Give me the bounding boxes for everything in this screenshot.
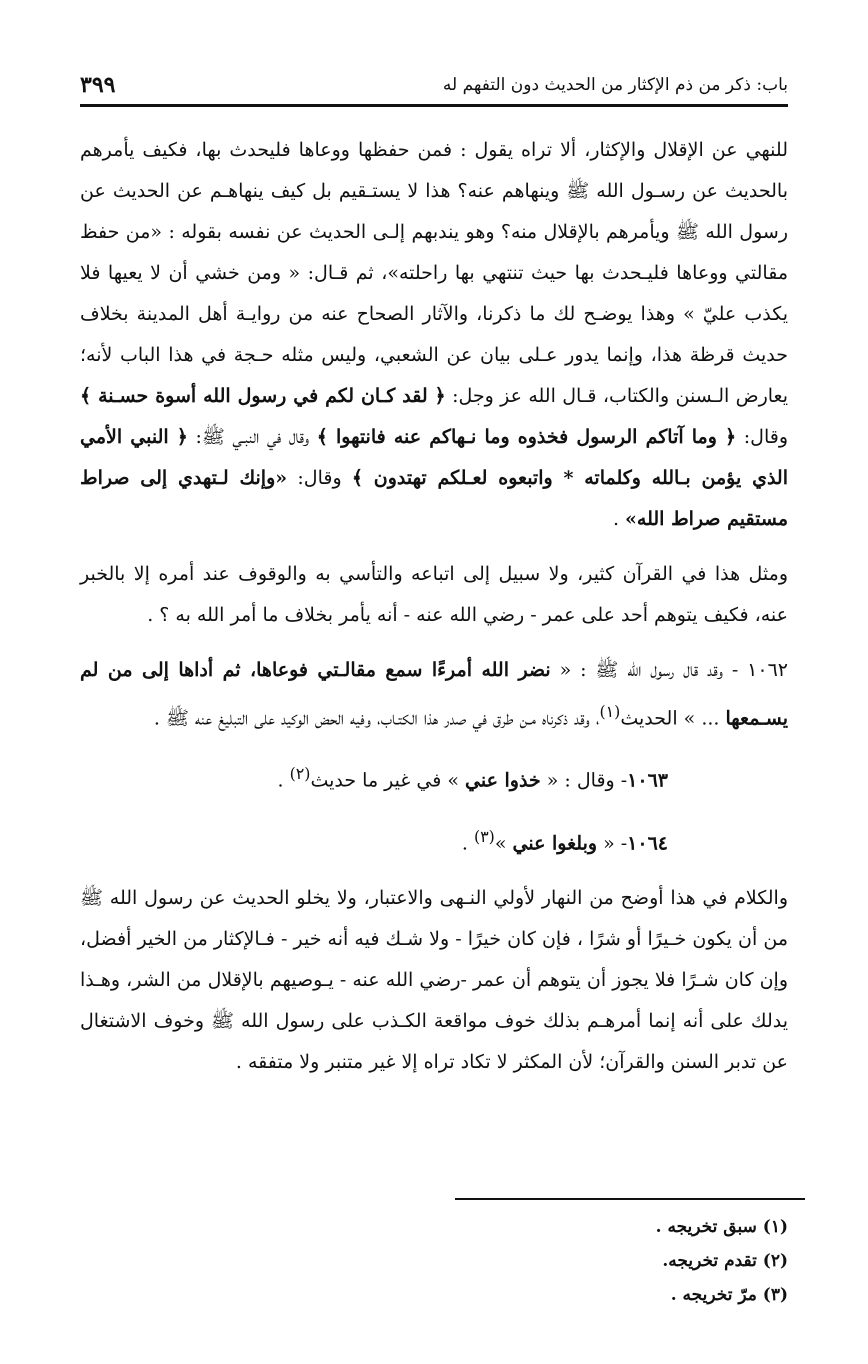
hadith-number: ١٠٦٤ [627, 831, 668, 854]
hadith-text: خذوا عني [465, 769, 541, 792]
text-span: » [494, 831, 513, 854]
page-number: ٣٩٩ [80, 72, 116, 98]
text-span: ، وقد ذكرناه مـن طرق في صدر هذا الكتـاب، وفيه الحض الوكيد على التبليغ عنه ﷺ . [153, 707, 600, 730]
footnote-ref: (٢) [289, 764, 311, 784]
footnote-rule [455, 1198, 805, 1200]
paragraph-final: والكلام في هذا أوضح من النهار لأولي النـهى والاعتبار، ولا يخلو الحديث عن رسول الله ﷺ من أن يكون خـيرًا أو شرًا ، فإن كان خيرًا - ولا شـك فيه أنه خير - فـالإكثار من الخير أفضل، وإن كان شـرًا فلا يجوز أن يتوهم أن عمر -رضي الله عنه - يـوصيهم بالإقلال من الشر، وهـذا يدلك على أنه إنما أمرهـم بذلك خوف مواقعة الكـذب على رسول الله ﷺ وخوف الاشتغال عن تدبر السنن والقرآن؛ لأن المكثر لا تكاد تراه إلا غير متنبر ولا متفقه . [80, 886, 788, 1073]
paragraph-1 [80, 130, 788, 540]
quran-quote: ﴿ النبي الأمي الذي يؤمن بـالله وكلماته * واتبعوه لعـلكم تهتدون ﴾ [80, 426, 788, 489]
text-span: وقال: [736, 426, 789, 448]
text-span: . [277, 769, 290, 792]
footnote: (١) سبق تخريجه . [655, 1217, 788, 1237]
text-span: » في غير ما حديث [310, 769, 465, 792]
hadith-text: وبلغوا عني [512, 831, 598, 854]
footnotes [80, 1210, 788, 1312]
page-header [80, 72, 788, 98]
hadith-text: نضر الله أمرءًا سمع مقالـتي فوعاها، ثم أداها إلى من لم يسـمعها [80, 659, 788, 730]
text-span: ... » الحديث [620, 707, 726, 730]
main-text [80, 130, 788, 1083]
quran-quote: «وإنك لـتهدي إلى صراط مستقيم صراط الله» [80, 467, 788, 530]
hadith-1062 [80, 650, 788, 739]
chapter-title: باب: ذكر من ذم الإكثار من الحديث دون التفهم له [442, 75, 788, 95]
quran-quote: ﴿ لقد كـان لكم في رسول الله أسوة حسـنة ﴾ [80, 385, 446, 407]
footnote-ref: (١) [599, 702, 621, 721]
quran-quote: ﴿ وما آتاكم الرسول فخذوه وما نـهاكم عنه فانتهوا ﴾ [316, 426, 737, 448]
text-span: - « [597, 831, 628, 854]
footnote: (٢) تقدم تخريجه. [662, 1251, 788, 1271]
text-span: - وقال : « [540, 769, 628, 792]
text-span: وقال في النبـي ﷺ: [187, 426, 317, 448]
text-span: وقد قال رسول الله ﷺ : « [550, 659, 723, 681]
text-span: . [461, 831, 474, 854]
text-span: . [612, 508, 626, 530]
hadith-1063 [80, 753, 788, 801]
hadith-1064 [80, 816, 788, 864]
hadith-number: ١٠٦٣ [627, 769, 668, 792]
hadith-number: ١٠٦٢ - [722, 659, 788, 681]
paragraph-2: ومثل هذا في القرآن كثير، ولا سبيل إلى اتباعه والتأسي به والوقوف عند أمره إلا بالخبر عنه، فكيف يتوهم أحد على عمر - رضي الله عنه - أنه يأمر بخلاف ما أمر الله به ؟ . [80, 563, 788, 626]
footnote-ref: (٣) [473, 826, 495, 846]
text-span: للنهي عن الإقلال والإكثار، ألا تراه يقول : فمن حفظها ووعاها فليحدث بها، فكيف يأمرهم بالحديث عن رسـول الله ﷺ وينهاهم عنه؟ هذا لا يستـقيم بل كيف ينهاهـم عن الحديث عن رسول الله ﷺ ويأمرهم بالإقلال منه؟ وهو يندبهم إلـى الحديث عن نفسه بقوله : «من حفظ مقالتي ووعاها فليـحدث بها حيث تنتهي بها راحلته»، ثم قـال: « ومن خشي أن لا يعيها فلا يكذب عليّ » وهذا يوضـح لك ما ذكرنا، والآثار الصحاح عنه من روايـة أهل المدينة بخلاف حديث قرظة هذا، وإنما يدور عـلى بيان عن الشعبي، وليس مثله حـجة في هذا الباب لأنه؛ يعارض الـسنن والكتاب، قـال الله عز وجل: [80, 139, 789, 407]
footnote: (٣) مرّ تخريجه . [670, 1285, 788, 1305]
header-rule [80, 104, 788, 107]
text-span: وقال: [287, 467, 352, 489]
